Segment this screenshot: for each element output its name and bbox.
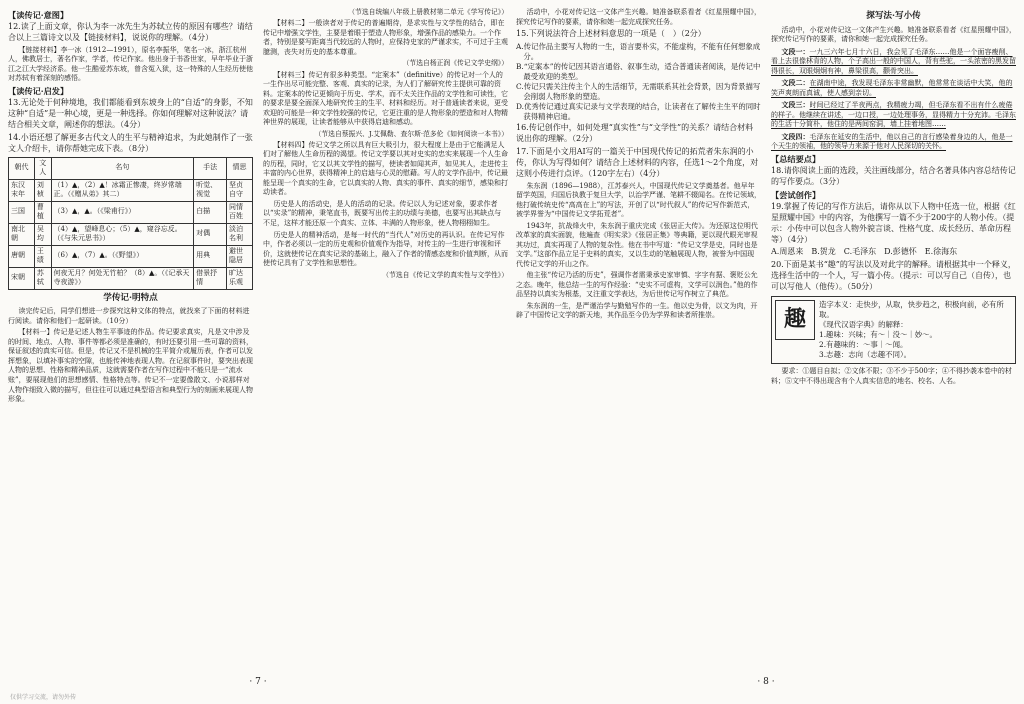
table-row: 南北朝 吴均 （4）▲，望峰息心；（5）▲，窥谷忘反。（《与朱元思书》） 对偶 淡泊名利: [9, 223, 253, 245]
section-heading: 【尝试创作】: [771, 189, 821, 200]
table-header: 情思: [227, 157, 253, 179]
story-paragraph: 朱东润（1896—1988），江苏泰兴人，中国现代传记文学奠基者。他早年留学英国，归国后执教于复旦大学，以治学严谨、笔耕不辍闻名。在传记领域，他打破传统史传“高高在上”的写法，开创了以“时代叙人”的传记写作新范式，被学界誉为“中国传记文学拓荒者”。: [516, 181, 761, 219]
page-number: · 7 ·: [249, 676, 267, 687]
table-header: 名句: [51, 157, 194, 179]
character-explanation-box: [771, 296, 1016, 364]
paragraph: 历史是人的精神活动，是每一时代的“当代人”对历史的再认识。在传记写作中，作者必须以一定的历史观和价值观作为指导，对传主的一生进行审视和评价，这就使传记在真实记录的基础上，融入了作者的情感态度和价值判断，从而使传记具有了文学性和思想性。: [263, 230, 508, 268]
table-row: 东汉末年 刘桢 （1）▲，（2）▲！冰霜正惨凄，终岁常端正。（《赠从弟》其二） 听觉、视觉 坚贞自守: [9, 179, 253, 201]
explanation-line: 《现代汉语字典》的解释：: [819, 320, 908, 330]
question-14: 14.小语还想了解更多古代文人的生平与精神追求，为此她制作了一张文人介绍卡，请你帮她完成下表。（8分）: [8, 132, 253, 153]
explanation-line: 1.趣味：兴味；有～｜没～｜妙～。: [819, 330, 937, 340]
explanation-line: 3.志趣：志向（志趣不同）。: [819, 350, 912, 360]
poet-table: [8, 157, 253, 290]
source-note: （节选自《传记文学的真实性与文学性》）: [382, 270, 508, 279]
question-12: 12.读了上面文章，你认为李一冰先生为苏轼立传的原因有哪些？请结合以上三篇诗文以及【链接材料】，说说你的理解。（4分）: [8, 22, 253, 43]
explanation-line: 2.有趣味的：～事｜～闻。: [819, 340, 908, 350]
link-material: 【链接材料】李一冰（1912—1991），原名李振华，笔名一冰，浙江杭州人，佛教居士，著名作家，学者，传记作家。他出身于书香世家，早年毕业于浙江之江大学经济系。他一生酷爱苏东坡，曾含冤入狱，这一特殊的人生经历使他对苏轼有着深刻的感悟。: [8, 45, 253, 83]
question-19-options: A.周恩来 B.贺龙 C.毛泽东 D.彭德怀 E.徐海东: [771, 247, 958, 257]
left-column-2: [263, 8, 508, 663]
excerpt-1: 文段一：一九三六年七月十六日，我会见了毛泽东……他是一个面容瘦削、看上去很像林肯的人物，个子高出一般的中国人，背有些驼，一头浓密的黑发留得很长，双眼炯炯有神，鼻梁很高，颧骨突出。: [771, 46, 1016, 75]
story-paragraph: 1943年，抗战烽火中，朱东润于重庆完成《张居正大传》。为还原这位明代改革家的真实面貌，他遍查《明实录》《张居正集》等典籍，更以现代眼光审视其功过，真实再现了人物的复杂性。他在书中写道：“传记文学是史，同时也是文学。”这部作品立足于史料的真实，又以生动的笔触展现人物，被誉为中国现代传记文学的开山之作。: [516, 221, 758, 268]
question-17: 17.下面是小文用AI写的一篇关于中国现代传记的拓荒者朱东润的小传，你认为写得如何？请结合上述材料的内容，任选1～2个角度，对这则小传进行点评。（120字左右）（4分）: [516, 147, 759, 178]
table-header: 文人: [34, 157, 51, 179]
section-heading: 【读传记·启发】: [8, 85, 69, 96]
excerpt-4: 文段四：毛泽东在延安的生活中，他以自己的言行感染着身边的人，他是一个天生的领袖，他的领导力来源于他对人民深切的关怀。: [771, 131, 1013, 151]
paragraph: 活动中，小花对传记这一文体产生兴趣。她准备联系看者《红星照耀中国》，探究传记写作的要素，请你和她一起完成探究任务。: [771, 25, 1016, 44]
option-a: A.传记作品主要写人物的一生，语言要朴实，不能虚构，不能有任何想象成分。: [516, 41, 761, 61]
writing-requirements: 要求：①题目自拟；②文体不限；③不少于500字；④不得抄袭本卷中的材料；⑤文中不得出现含有个人真实信息的地名、校名、人名。: [771, 367, 1012, 385]
question-18: 18.请你阅读上面的选段，关注画线部分，结合名著具体内容总结传记的写作要点。（3分）: [771, 166, 1016, 186]
source-note: （节选自杨正润《传记文学史纲》）: [402, 59, 508, 68]
material-1: 【材料一】传记是记述人物生平事迹的作品。传记要求真实，凡是文中涉及的时间、地点、人物、事件等都必须是准确的，有时还要引用一些可靠的资料，保证叙述的真实可信。但是，传记又不是机械的生平简介或履历表，作者可以发挥想象，以填补事实的空隙，也能传神地表现人物。在记叙事件时，要突出表现人物的思想、性格和精神品质，这就需要作者在写作过程中不能只是一“流水账”，要展现他们的思想感情、性格特点等。传记不一定要像散文、小说那样对人物作细致入微的描写，但往往可以通过典型语言和典型行为的刻画来展现人物形象。: [8, 328, 253, 404]
seal-character: 趣: [775, 300, 815, 340]
table-row: 宋朝 苏轼 何夜无月？何处无竹柏？（8）▲。（《记承天寺夜游》） 借景抒情 旷达乐观: [9, 267, 253, 289]
page-number: · 8 ·: [757, 676, 775, 687]
excerpt-3: 文段三：时间已经过了半夜两点，我精疲力竭，但毛泽东看不出有什么疲倦的样子。他继续在讲述，一边口授，一边处理事务，显得精力十分充沛。毛泽东的生活十分简朴，他住的是两间窑洞，墙上挂着地图……: [771, 100, 1016, 129]
source-note: （节选自蔡振兴、J.艾佩勒、查尔斯·范多伦《如何阅读一本书》）: [314, 129, 508, 138]
material-4: 【材料四】传记文学之所以具有巨大吸引力，很大程度上是由于它能满足人们对了解他人生命历程的渴望。传记文学要以其对史实的忠实来展现一个人生命的历程，同时，它又以其文学性的描写，使读者如闻其声，如见其人，走进传主丰富的内心世界，获得精神上的启迪与心灵的慰藉。写人的文学作品中，传记最能呈现一个真实的生命，它以真实的人物、真实的事件、真实的细节，感染和打动读者。: [263, 140, 508, 197]
table-row: 三国 曹植 （3）▲，▲。（《梁甫行》） 白描 同情百姓: [9, 201, 253, 223]
explanation-line: 造字本义：走快步，从取，快步趋之，积极向前，必有所取。: [819, 299, 1004, 319]
section-title: 探写法·写小传: [866, 11, 921, 21]
question-13: 13.无论处于何种境地，我们都能看到东坡身上的“自适”的身影，不知这种“自适”是一种心境，更是一种选择。你如何理解对这种说法？请结合相关文章，阐述你的想法。（4分）: [8, 98, 253, 129]
section-heading: 【总结要点】: [771, 153, 821, 164]
page-right: [516, 8, 1016, 688]
question-16: 16.传记创作中，如何处理“真实性”与“文学性”的关系？请结合材料说出你的理解。（2分）: [516, 123, 754, 144]
paragraph: 活动中，小花对传记这一文体产生兴趣。她准备联系看者《红星照耀中国》，探究传记写作的要素，请你和她一起完成探究任务。: [516, 8, 761, 26]
table-row: 唐朝 王绩 （6）▲，（7）▲。（《野望》） 用典 避世隐居: [9, 245, 253, 267]
right-column-1: [516, 8, 761, 663]
material-2: 【材料二】一般读者对于传记的普遍期待，是求实性与文学性的结合，即在传记中增强文学性，主要是着眼于塑造人物形象，增强作品的感染力。一个作者，特别是要写距离当代较远的人物时，应保持史家的严谨求实，不可过于主观臆测，丧失对历史的基本尊重。: [263, 19, 508, 56]
page-left: [8, 8, 508, 688]
left-column-1: [8, 8, 253, 663]
option-c: C.传记只需关注传主个人的生活细节，无需联系其社会背景，因为背景描写会削弱人物形象的塑造。: [516, 82, 761, 102]
story-paragraph: 朱东润的一生，是严谨治学与勤勉写作的一生。他以史为骨，以文为肉，开辟了中国传记文学的新天地，其作品至今仍为学界和读者所推崇。: [516, 301, 758, 320]
question-15: 15.下列说法符合上述材料意思的一项是（ ）（2分）: [516, 29, 706, 39]
table-header: 手法: [194, 157, 227, 179]
source-note: （节选自统编八年级上册教材第二单元《学写传记》）: [348, 8, 508, 16]
option-d: D.优秀传记通过真实记录与文学表现的结合，让读者在了解传主生平的同时获得精神启迪。: [516, 102, 761, 122]
option-b: B.“定案本”的传记因其语言通俗、叙事生动，适合普通读者阅读，是传记中最受欢迎的类型。: [516, 62, 761, 82]
excerpt-2: 文段二：在湖南中途，我发现毛泽东非常幽默，他常常在谈话中大笑，他的笑声爽朗而真诚，使人感到亲切。: [771, 78, 1013, 97]
table-header: 朝代: [9, 157, 35, 179]
material-3: 【材料三】传记有很多种类型。“定案本”（definitive）的传记对一个人的一生作出尽可能完整、客观、真实的记录，为人们了解研究传主提供可靠的资料。定案本的传记更倾向于历史、学术，而不太关注作品的文学性和可读性，它的要求是要全面深入地研究传主的生平、材料和经历。对于普通读者来说，更受欢迎的可能是一种文学性较强的传记，它更注重的是人物形象的塑造和对人物精神世界的展现，让读者能够从中获得启迪和感动。: [263, 70, 508, 127]
question-20: 20.下面是某书“趣”的写法以及对此字的解释。请根据其中一个释义，选择生活中的一个人，写一篇小传。（提示：可以写自己（自传），也可以写他人（他传）。（50分）: [771, 260, 1016, 292]
watermark-text: 仅供学习交流，请勿外传: [10, 693, 77, 701]
section-title: 学传记·明特点: [103, 292, 158, 303]
section-heading: 【读传记·意图】: [8, 10, 69, 20]
intro-paragraph: 读完传记后，同学们想进一步探究这种文体的特点，就找来了下面的材料进行阅读。请你和他们一起研读。（10分）: [8, 307, 250, 325]
question-19: 19.掌握了传记的写作方法后，请你从以下人物中任选一位，根据《红星照耀中国》中的内容，为他撰写一篇不少于200字的人物小传。（提示：小传中可以包含人物外貌言谈、性格气度、成长经历、革命历程等）（4分）: [771, 201, 1016, 244]
story-paragraph: 他主张“传记乃活的历史”，强调作者需秉承史家审慎、字字有据、褒贬公允之态。晚年，他总结一生的写作经验：“史实不可虚构，文学可以润色。”他的作品坚持以真实为根基，又注重文学表达，为后世传记写作树立了典范。: [516, 271, 758, 299]
right-column-2: [771, 8, 1016, 663]
paragraph: 历史是人的活动史，是人的活动的记录。传记以人为记述对象，要求作者以“实录”的精神，秉笔直书，既要写出传主的功绩与美德，也要写出其缺点与不足，这样才能还原一个真实、立体、丰满的人物形象，使人物栩栩如生。: [263, 199, 502, 227]
